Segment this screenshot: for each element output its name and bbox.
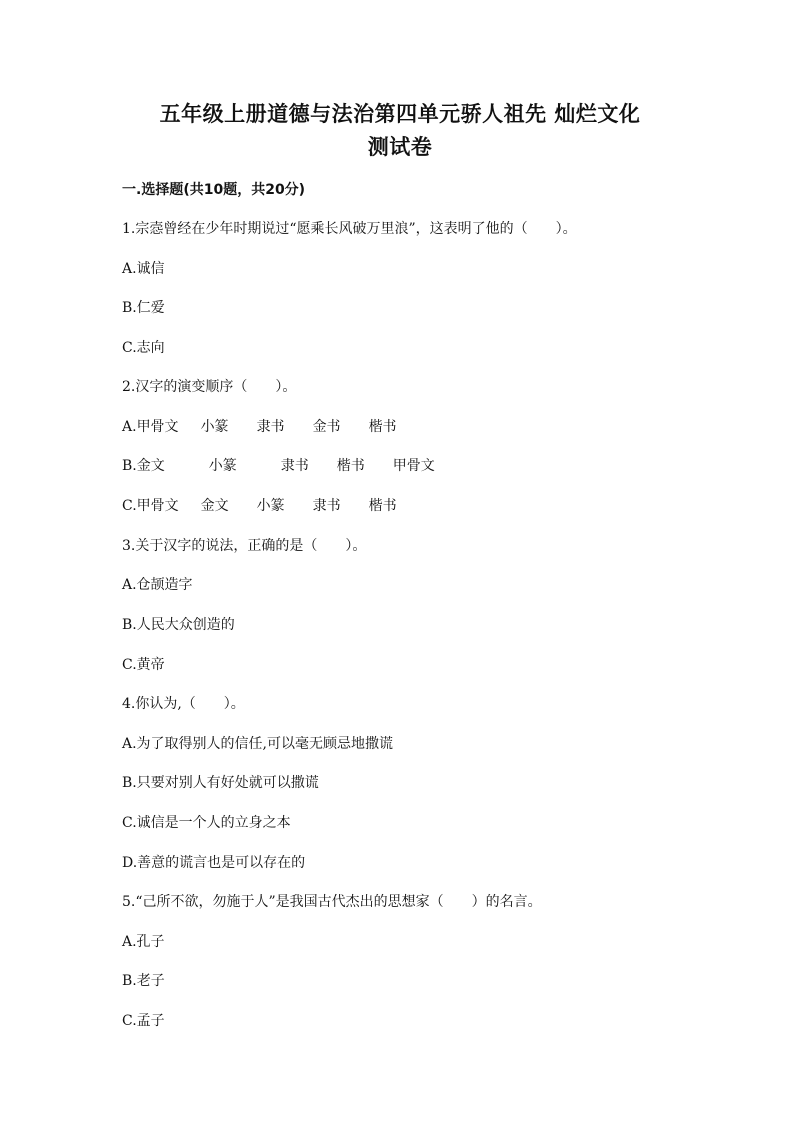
question-5-stem: 5.“己所不欲，勿施于人”是我国古代杰出的思想家（ ）的名言。	[122, 894, 542, 910]
question-4-option-c: C.诚信是一个人的立身之本	[122, 815, 291, 831]
option-item: 隶书	[256, 419, 285, 435]
question-1-option-c: C.志向	[122, 340, 165, 356]
question-3-stem: 3.关于汉字的说法，正确的是（ ）。	[122, 538, 367, 554]
option-item: 金文	[136, 458, 165, 474]
option-item: 楷书	[368, 419, 397, 435]
question-1-option-b: B.仁爱	[122, 300, 165, 316]
exam-title-line2: 测试卷	[367, 135, 433, 159]
question-4-stem: 4.你认为,（ ）。	[122, 696, 245, 712]
question-2-stem: 2.汉字的演变顺序（ ）。	[122, 379, 297, 395]
option-item: 隶书	[280, 458, 309, 474]
question-4-option-b: B.只要对别人有好处就可以撒谎	[122, 775, 319, 791]
option-label: A.	[122, 419, 137, 435]
exam-title-line1: 五年级上册道德与法治第四单元骄人祖先 灿烂文化	[159, 102, 641, 126]
option-label: C.	[122, 498, 137, 514]
option-item: 甲骨文	[136, 419, 179, 435]
option-item: 甲骨文	[392, 458, 435, 474]
question-2-option-b	[122, 456, 435, 476]
question-5-option-b: B.老子	[122, 973, 165, 989]
option-item: 金书	[312, 419, 341, 435]
question-3-option-b: B.人民大众创造的	[122, 617, 235, 633]
option-label: B.	[122, 458, 137, 474]
question-1-stem: 1.宗悫曾经在少年时期说过“愿乘长风破万里浪”，这表明了他的（ ）。	[122, 221, 577, 237]
section-heading: 一.选择题(共10题，共20分)	[122, 182, 306, 198]
question-4-option-a: A.为了取得别人的信任,可以毫无顾忌地撒谎	[122, 736, 394, 752]
option-item: 隶书	[312, 498, 341, 514]
option-item: 楷书	[368, 498, 397, 514]
option-item: 楷书	[336, 458, 365, 474]
option-item: 小篆	[208, 458, 237, 474]
option-item: 甲骨文	[136, 498, 179, 514]
question-5-option-a: A.孔子	[122, 934, 165, 950]
question-1-option-a: A.诚信	[122, 261, 165, 277]
question-5-option-c: C.孟子	[122, 1013, 165, 1029]
option-item: 金文	[200, 498, 229, 514]
option-item: 小篆	[200, 419, 229, 435]
option-item: 小篆	[256, 498, 285, 514]
question-3-option-c: C.黄帝	[122, 657, 165, 673]
question-2-option-c	[122, 496, 397, 516]
question-3-option-a: A.仓颉造字	[122, 577, 193, 593]
question-2-option-a	[122, 417, 397, 437]
question-4-option-d: D.善意的谎言也是可以存在的	[122, 855, 306, 871]
